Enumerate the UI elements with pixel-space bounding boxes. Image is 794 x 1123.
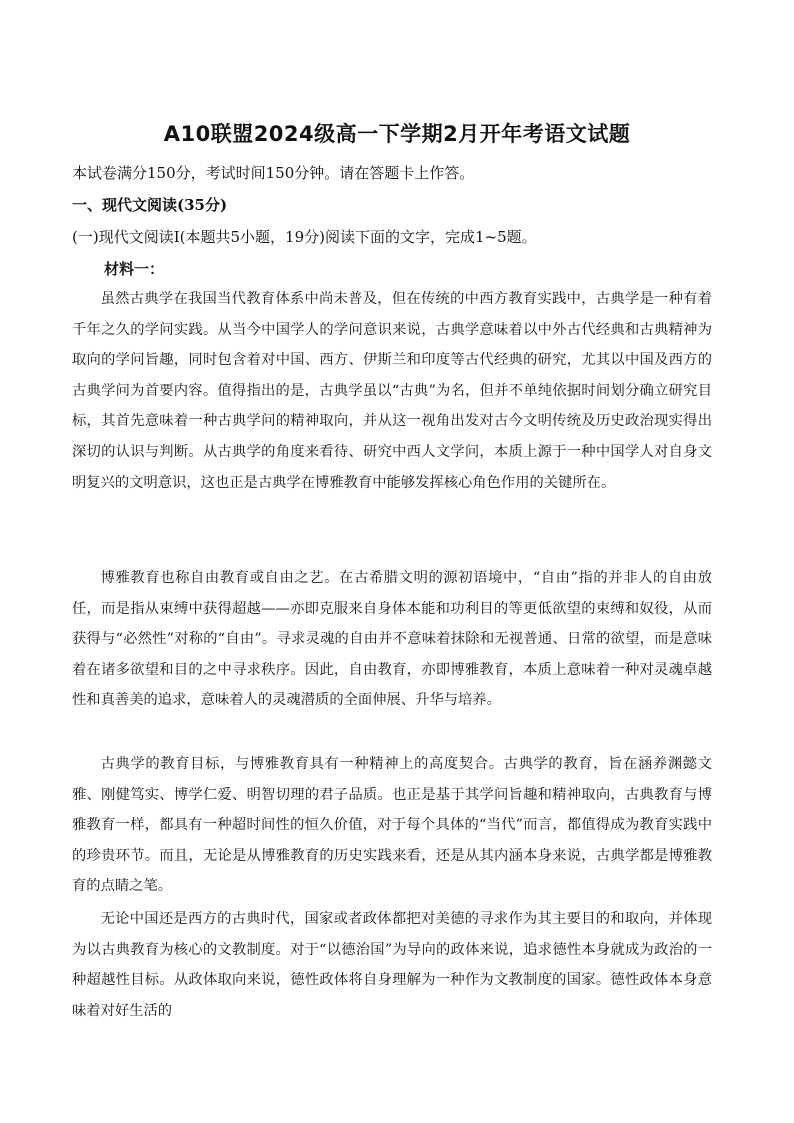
subsection-heading: (一)现代文阅读I(本题共5小题，19分)阅读下面的文字，完成1~5题。 xyxy=(72,228,537,246)
paragraph-1: 虽然古典学在我国当代教育体系中尚未普及，但在传统的中西方教育实践中，古典学是一种有着千年之久的学问实践。从当今中国学人的学问意识来说，古典学意味着以中外古代经典和古典精神为取向的学问旨趣，同时包含着对中国、西方、伊斯兰和印度等古代经典的研究，尤其以中国及西方的古典学问为首要内容。值得指出的是，古典学虽以“古典”为名，但并不单纯依据时间划分确立研究目标，其首先意味着一种古典学问的精神取向，并从这一视角出发对古今文明传统及历史政治现实得出深切的认识与判断。从古典学的角度来看待、研究中西人文学问，本质上源于一种中国学人对自身文明复兴的文明意识，这也正是古典学在博雅教育中能够发挥核心角色作用的关键所在。 xyxy=(72,291,712,491)
document-title: A10联盟2024级高一下学期2月开年考语文试题 xyxy=(163,122,631,146)
section-heading: 一、现代文阅读(35分) xyxy=(72,196,228,214)
paragraph-3: 古典学的教育目标，与博雅教育具有一种精神上的高度契合。古典学的教育，旨在涵养渊懿文雅、刚健笃实、博学仁爱、明智切理的君子品质。也正是基于其学问旨趣和精神取向，古典教育与博雅教育一样，都具有一种超时间性的恒久价值，对于每个具体的“当代”而言，都值得成为教育实践中的珍贵环节。而且，无论是从博雅教育的历史实践来看，还是从其内涵本身来说，古典学都是博雅教育的点睛之笔。 xyxy=(72,756,712,895)
exam-info: 本试卷满分150分，考试时间150分钟。请在答题卡上作答。 xyxy=(72,164,475,182)
material-label: 材料一： xyxy=(104,260,165,278)
paragraph-4: 无论中国还是西方的古典时代，国家或者政体都把对美德的寻求作为其主要目的和取向，并体现为以古典教育为核心的文教制度。对于“以德治国”为导向的政体来说，追求德性本身就成为政治的一种超越性目标。从政体取向来说，德性政体将自身理解为一种作为文教制度的国家。德性政体本身意味着对好生活的 xyxy=(72,911,712,1019)
paragraph-2: 博雅教育也称自由教育或自由之艺。在古希腊文明的源初语境中，“自由”指的并非人的自由放任，而是指从束缚中获得超越——亦即克服来自身体本能和功利目的等更低欲望的束缚和奴役，从而获得与“必然性”对称的“自由”。寻求灵魂的自由并不意味着抹除和无视普通、日常的欲望，而是意味着在诸多欲望和目的之中寻求秩序。因此，自由教育，亦即博雅教育，本质上意味着一种对灵魂卓越性和真善美的追求，意味着人的灵魂潜质的全面伸展、升华与培养。 xyxy=(72,570,712,709)
